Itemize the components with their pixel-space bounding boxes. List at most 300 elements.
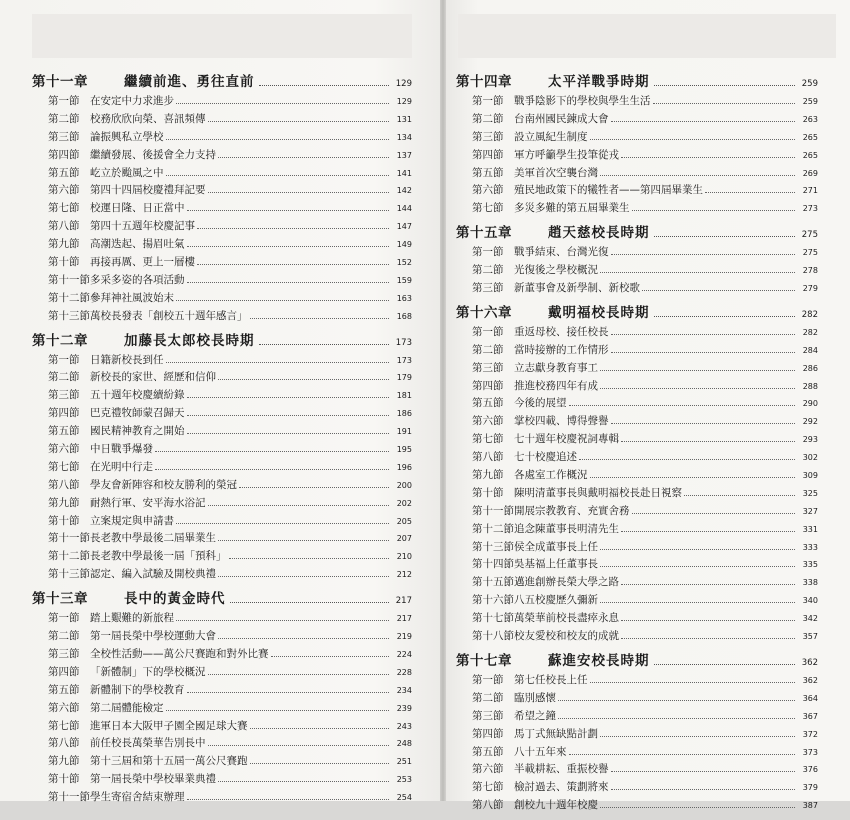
section-title: 多災多難的第五屆畢業生 bbox=[514, 202, 630, 215]
dot-leader bbox=[611, 333, 796, 335]
dot-leader bbox=[229, 557, 390, 559]
section-page-number: 288 bbox=[802, 381, 818, 391]
section-number: 第十六節 bbox=[472, 594, 514, 607]
section-entry bbox=[32, 165, 412, 183]
section-entry bbox=[32, 459, 412, 477]
section-number: 第三節 bbox=[472, 282, 504, 295]
dot-leader bbox=[197, 263, 389, 265]
section-page-number: 137 bbox=[396, 150, 412, 160]
dot-leader bbox=[600, 735, 795, 737]
section-number: 第十節 bbox=[472, 486, 504, 499]
dot-leader bbox=[600, 369, 795, 371]
section-page-number: 163 bbox=[396, 293, 412, 303]
section-page-number: 248 bbox=[396, 739, 412, 749]
section-page-number: 333 bbox=[802, 542, 818, 552]
section-title: 參拜神社風波始末 bbox=[90, 291, 174, 304]
section-page-number: 293 bbox=[802, 435, 818, 445]
section-title: 掌校四載、博得聲譽 bbox=[514, 415, 609, 428]
section-number: 第五節 bbox=[48, 166, 80, 179]
section-title: 殖民地政策下的犧牲者——第四屆畢業生 bbox=[514, 184, 703, 197]
section-entry bbox=[32, 352, 412, 370]
section-entry bbox=[32, 513, 412, 531]
section-entry bbox=[32, 369, 412, 387]
section-page-number: 282 bbox=[802, 327, 818, 337]
section-entry bbox=[456, 797, 818, 815]
section-page-number: 357 bbox=[802, 632, 818, 642]
section-page-number: 338 bbox=[802, 578, 818, 588]
section-entry bbox=[456, 342, 818, 360]
section-page-number: 263 bbox=[802, 114, 818, 124]
section-page-number: 265 bbox=[802, 132, 818, 142]
dot-leader bbox=[218, 780, 389, 782]
section-number: 第二節 bbox=[48, 630, 80, 643]
section-title: 設立風紀生制度 bbox=[514, 130, 588, 143]
dot-leader bbox=[579, 458, 795, 460]
section-number: 第二節 bbox=[48, 112, 80, 125]
section-page-number: 279 bbox=[802, 284, 818, 294]
dot-leader bbox=[187, 414, 390, 416]
dot-leader bbox=[590, 681, 796, 683]
section-page-number: 265 bbox=[802, 150, 818, 160]
section-page-number: 362 bbox=[802, 675, 818, 685]
section-title: 學友會新陣容和校友勝利的榮冠 bbox=[90, 478, 237, 491]
section-title: 吳基福上任董事長 bbox=[514, 558, 598, 571]
section-title: 日籍新校長到任 bbox=[90, 353, 164, 366]
section-entry bbox=[32, 218, 412, 236]
section-number: 第四節 bbox=[48, 148, 80, 161]
section-page-number: 195 bbox=[396, 445, 412, 455]
section-number: 第五節 bbox=[472, 397, 504, 410]
dot-leader bbox=[187, 691, 390, 693]
section-title: 檢討過去、策劃將來 bbox=[514, 781, 609, 794]
dot-leader bbox=[654, 235, 796, 237]
section-title: 美軍首次空襲台灣 bbox=[514, 166, 598, 179]
section-entry bbox=[456, 395, 818, 413]
section-page-number: 205 bbox=[396, 516, 412, 526]
dot-leader bbox=[239, 486, 389, 488]
chapter-title: 加藤長太郎校長時期 bbox=[124, 332, 255, 349]
section-entry bbox=[32, 111, 412, 129]
section-entry bbox=[32, 700, 412, 718]
chapter-page-number: 259 bbox=[801, 79, 818, 89]
section-entry bbox=[456, 200, 818, 218]
section-title: 七十校慶追述 bbox=[514, 451, 577, 464]
dot-leader bbox=[166, 138, 390, 140]
section-entry bbox=[32, 735, 412, 753]
toc-left-column bbox=[32, 70, 412, 812]
section-entry bbox=[32, 147, 412, 165]
dot-leader bbox=[230, 601, 390, 603]
chapter-page-number: 275 bbox=[801, 230, 818, 241]
section-page-number: 207 bbox=[396, 534, 412, 544]
section-title: 在光明中行走 bbox=[90, 460, 153, 473]
section-page-number: 253 bbox=[396, 775, 412, 785]
dot-leader bbox=[621, 156, 795, 158]
dot-leader bbox=[590, 476, 796, 478]
section-page-number: 302 bbox=[802, 453, 818, 463]
section-title: 八五校慶歷久彌新 bbox=[514, 594, 598, 607]
chapter-page-number: 173 bbox=[395, 337, 412, 348]
dot-leader bbox=[208, 673, 390, 675]
section-page-number: 129 bbox=[396, 97, 412, 106]
section-page-number: 224 bbox=[396, 649, 412, 659]
section-number: 第四節 bbox=[472, 727, 504, 740]
section-page-number: 228 bbox=[396, 667, 412, 677]
dot-leader bbox=[642, 289, 795, 291]
section-entry bbox=[32, 477, 412, 495]
dot-leader bbox=[187, 245, 390, 247]
section-entry bbox=[456, 521, 818, 539]
section-entry bbox=[456, 592, 818, 610]
section-title: 萬校長發表「創校五十週年感言」 bbox=[90, 309, 248, 322]
section-entry bbox=[32, 129, 412, 147]
section-title: 第四十四屆校慶禮拜記要 bbox=[90, 184, 206, 197]
section-number: 第六節 bbox=[472, 415, 504, 428]
section-entry bbox=[32, 182, 412, 200]
section-number: 第七節 bbox=[472, 781, 504, 794]
section-number: 第一節 bbox=[48, 95, 80, 107]
dot-leader bbox=[250, 317, 390, 319]
section-entry bbox=[32, 423, 412, 441]
section-number: 第二節 bbox=[472, 112, 504, 125]
dot-leader bbox=[654, 663, 796, 665]
dot-leader bbox=[600, 271, 795, 273]
section-page-number: 149 bbox=[396, 240, 412, 250]
section-page-number: 286 bbox=[802, 363, 818, 373]
section-entry bbox=[32, 771, 412, 789]
section-number: 第十七節 bbox=[472, 612, 514, 625]
dot-leader bbox=[187, 432, 390, 434]
dot-leader bbox=[600, 806, 795, 808]
dot-leader bbox=[187, 209, 390, 211]
dot-leader bbox=[684, 494, 795, 496]
section-page-number: 372 bbox=[802, 729, 818, 739]
section-title: 五十週年校慶續紛錄 bbox=[90, 389, 185, 402]
section-page-number: 251 bbox=[396, 757, 412, 767]
section-page-number: 142 bbox=[396, 186, 412, 196]
section-page-number: 327 bbox=[802, 506, 818, 516]
dot-leader bbox=[600, 174, 795, 176]
section-number: 第十節 bbox=[48, 773, 80, 786]
dot-leader bbox=[187, 798, 390, 800]
section-page-number: 141 bbox=[396, 168, 412, 178]
section-number: 第十節 bbox=[48, 256, 80, 269]
dot-leader bbox=[653, 102, 796, 104]
section-title: 踏上艱難的新旅程 bbox=[90, 612, 174, 625]
section-number: 第一節 bbox=[472, 673, 504, 686]
dot-leader bbox=[176, 619, 389, 621]
section-number: 第十三節 bbox=[472, 540, 514, 553]
section-title: 台南州國民鍊成大會 bbox=[514, 112, 609, 125]
dot-leader bbox=[218, 156, 389, 158]
dot-leader bbox=[611, 422, 796, 424]
section-page-number: 168 bbox=[396, 311, 412, 321]
section-number: 第七節 bbox=[472, 433, 504, 446]
section-page-number: 200 bbox=[396, 480, 412, 490]
dot-leader bbox=[208, 744, 390, 746]
dot-leader bbox=[611, 351, 796, 353]
section-title: 戰爭陰影下的學校與學生生活 bbox=[514, 95, 651, 107]
section-title: 追念陳董事長明清先生 bbox=[514, 522, 619, 535]
dot-leader bbox=[218, 575, 389, 577]
section-number: 第二節 bbox=[48, 371, 80, 384]
section-entry bbox=[456, 244, 818, 262]
dot-leader bbox=[632, 209, 796, 211]
section-page-number: 364 bbox=[802, 693, 818, 703]
chapter-group bbox=[32, 589, 412, 807]
section-entry bbox=[456, 262, 818, 280]
section-number: 第十三節 bbox=[48, 309, 90, 322]
section-entry bbox=[456, 610, 818, 628]
section-title: 多采多姿的各項活動 bbox=[90, 273, 185, 286]
chapter-heading bbox=[32, 331, 412, 352]
section-entry bbox=[32, 272, 412, 290]
section-title: 希望之鐘 bbox=[514, 709, 556, 722]
section-title: 在安定中力求進步 bbox=[90, 95, 174, 107]
section-number: 第七節 bbox=[48, 460, 80, 473]
section-entry bbox=[456, 467, 818, 485]
section-entry bbox=[32, 646, 412, 664]
section-number: 第一節 bbox=[472, 95, 504, 107]
dot-leader bbox=[654, 315, 796, 317]
dot-leader bbox=[197, 227, 389, 229]
section-title: 第一屆長榮中學校運動大會 bbox=[90, 630, 216, 643]
section-number: 第六節 bbox=[48, 184, 80, 197]
chapter-number: 第十二章 bbox=[32, 332, 88, 349]
section-title: 今後的展望 bbox=[514, 397, 567, 410]
dot-leader bbox=[166, 174, 390, 176]
chapter-page-number: 362 bbox=[801, 657, 818, 668]
section-page-number: 243 bbox=[396, 721, 412, 731]
section-entry bbox=[456, 485, 818, 503]
dot-leader bbox=[558, 717, 795, 719]
section-title: 戰爭結束、台灣光復 bbox=[514, 246, 609, 259]
section-number: 第三節 bbox=[472, 709, 504, 722]
section-entry bbox=[456, 503, 818, 521]
section-page-number: 335 bbox=[802, 560, 818, 570]
section-title: 國民精神教育之開始 bbox=[90, 425, 185, 438]
section-page-number: 269 bbox=[802, 168, 818, 178]
section-page-number: 147 bbox=[396, 222, 412, 232]
section-page-number: 210 bbox=[396, 552, 412, 562]
section-entry bbox=[456, 165, 818, 183]
dot-leader bbox=[621, 583, 795, 585]
dot-leader bbox=[611, 770, 796, 772]
section-title: 第十三屆和第十五屆一萬公尺賽跑 bbox=[90, 755, 248, 768]
section-entry bbox=[32, 530, 412, 548]
chapter-heading bbox=[456, 223, 818, 244]
section-entry bbox=[32, 548, 412, 566]
dot-leader bbox=[208, 120, 390, 122]
right-page bbox=[446, 0, 850, 812]
section-page-number: 271 bbox=[802, 186, 818, 196]
chapter-title: 戴明福校長時期 bbox=[548, 304, 650, 321]
section-page-number: 144 bbox=[396, 204, 412, 214]
section-page-number: 284 bbox=[802, 345, 818, 355]
chapter-group bbox=[456, 72, 818, 218]
section-number: 第五節 bbox=[48, 683, 80, 696]
section-number: 第三節 bbox=[48, 130, 80, 143]
section-title: 半載耕耘、重振校譽 bbox=[514, 763, 609, 776]
header-band bbox=[32, 14, 412, 58]
section-number: 第十二節 bbox=[48, 550, 90, 563]
chapter-number: 第十三章 bbox=[32, 591, 88, 608]
section-entry bbox=[32, 387, 412, 405]
section-entry bbox=[32, 405, 412, 423]
section-entry bbox=[456, 690, 818, 708]
section-page-number: 202 bbox=[396, 498, 412, 508]
dot-leader bbox=[621, 619, 795, 621]
section-title: 耐熱行軍、安平海水浴記 bbox=[90, 496, 206, 509]
section-title: 新體制下的學校教育 bbox=[90, 683, 185, 696]
dot-leader bbox=[218, 637, 389, 639]
section-number: 第九節 bbox=[48, 238, 80, 251]
section-entry bbox=[456, 761, 818, 779]
dot-leader bbox=[558, 699, 795, 701]
section-title: 軍方呼籲學生投筆從戎 bbox=[514, 148, 619, 161]
section-title: 臨別感懷 bbox=[514, 691, 556, 704]
section-entry bbox=[456, 449, 818, 467]
dot-leader bbox=[166, 361, 390, 363]
section-page-number: 196 bbox=[396, 462, 412, 472]
dot-leader bbox=[176, 522, 389, 524]
section-entry bbox=[456, 556, 818, 574]
section-number: 第十五節 bbox=[472, 576, 514, 589]
section-entry bbox=[456, 744, 818, 762]
section-number: 第四節 bbox=[48, 665, 80, 678]
dot-leader bbox=[600, 387, 795, 389]
dot-leader bbox=[250, 762, 390, 764]
dot-leader bbox=[218, 378, 389, 380]
section-entry bbox=[456, 413, 818, 431]
section-page-number: 325 bbox=[802, 488, 818, 498]
section-number: 第十一節 bbox=[472, 504, 514, 517]
chapter-group bbox=[456, 223, 818, 298]
section-title: 巴克禮牧師蒙召歸天 bbox=[90, 407, 185, 420]
section-title: 第七任校長上任 bbox=[514, 673, 588, 686]
dot-leader bbox=[250, 727, 390, 729]
chapter-number: 第十七章 bbox=[456, 652, 512, 669]
section-entry bbox=[32, 441, 412, 459]
section-entry bbox=[32, 628, 412, 646]
section-number: 第四節 bbox=[48, 407, 80, 420]
section-entry bbox=[456, 628, 818, 646]
section-page-number: 217 bbox=[396, 614, 412, 624]
section-title: 第四十五週年校慶記事 bbox=[90, 220, 195, 233]
chapter-number: 第十四章 bbox=[456, 74, 512, 90]
section-number: 第七節 bbox=[48, 202, 80, 215]
section-number: 第四節 bbox=[472, 379, 504, 392]
section-title: 創校九十週年校慶 bbox=[514, 799, 598, 812]
section-title: 前任校長萬榮華告別長中 bbox=[90, 737, 206, 750]
dot-leader bbox=[176, 299, 389, 301]
section-number: 第十二節 bbox=[472, 522, 514, 535]
section-page-number: 292 bbox=[802, 417, 818, 427]
section-page-number: 331 bbox=[802, 524, 818, 534]
section-entry bbox=[456, 574, 818, 592]
section-entry bbox=[32, 566, 412, 584]
section-page-number: 387 bbox=[802, 801, 818, 811]
section-page-number: 373 bbox=[802, 747, 818, 757]
section-number: 第十節 bbox=[48, 514, 80, 527]
section-number: 第一節 bbox=[472, 325, 504, 338]
chapter-heading bbox=[32, 72, 412, 93]
section-entry bbox=[32, 236, 412, 254]
dot-leader bbox=[600, 548, 795, 550]
section-entry bbox=[456, 147, 818, 165]
dot-leader bbox=[600, 565, 795, 567]
dot-leader bbox=[611, 253, 796, 255]
chapter-number: 第十六章 bbox=[456, 304, 512, 321]
dot-leader bbox=[208, 191, 390, 193]
section-page-number: 275 bbox=[802, 248, 818, 258]
chapter-number: 第十五章 bbox=[456, 225, 512, 242]
section-number: 第九節 bbox=[48, 496, 80, 509]
chapter-page-number: 217 bbox=[395, 596, 412, 607]
section-page-number: 278 bbox=[802, 266, 818, 276]
section-number: 第四節 bbox=[472, 148, 504, 161]
section-page-number: 254 bbox=[396, 793, 412, 803]
section-entry bbox=[456, 708, 818, 726]
section-title: 新校長的家世、經歷和信仰 bbox=[90, 371, 216, 384]
section-title: 七十週年校慶祝詞專輯 bbox=[514, 433, 619, 446]
dot-leader bbox=[176, 102, 389, 104]
section-number: 第一節 bbox=[472, 246, 504, 259]
section-entry bbox=[456, 378, 818, 396]
chapter-page-number: 282 bbox=[801, 309, 818, 320]
section-page-number: 342 bbox=[802, 614, 818, 624]
section-title: 新董事會及新學制、新校歌 bbox=[514, 282, 640, 295]
chapter-heading bbox=[456, 651, 818, 672]
section-title: 重返母校、接任校長 bbox=[514, 325, 609, 338]
dot-leader bbox=[590, 138, 796, 140]
dot-leader bbox=[187, 281, 390, 283]
chapter-group bbox=[32, 331, 412, 585]
section-title: 全校性活動——萬公尺賽跑和對外比賽 bbox=[90, 647, 269, 660]
chapter-title: 長中的黃金時代 bbox=[124, 591, 226, 608]
section-number: 第三節 bbox=[472, 361, 504, 374]
dot-leader bbox=[621, 530, 795, 532]
section-number: 第一節 bbox=[48, 612, 80, 625]
section-page-number: 239 bbox=[396, 703, 412, 713]
section-title: 論振興私立學校 bbox=[90, 130, 164, 143]
section-number: 第六節 bbox=[48, 701, 80, 714]
section-number: 第八節 bbox=[48, 220, 80, 233]
section-page-number: 259 bbox=[802, 97, 818, 106]
section-title: 再接再厲、更上一層樓 bbox=[90, 256, 195, 269]
section-title: 立案規定與申請書 bbox=[90, 514, 174, 527]
section-entry bbox=[456, 182, 818, 200]
section-title: 中日戰爭爆發 bbox=[90, 443, 153, 456]
section-entry bbox=[32, 664, 412, 682]
section-page-number: 152 bbox=[396, 258, 412, 268]
section-entry bbox=[32, 93, 412, 111]
section-entry bbox=[456, 324, 818, 342]
dot-leader bbox=[155, 468, 389, 470]
section-title: 各處室工作概況 bbox=[514, 469, 588, 482]
section-title: 侯全成董事長上任 bbox=[514, 540, 598, 553]
section-entry bbox=[456, 539, 818, 557]
section-number: 第八節 bbox=[48, 737, 80, 750]
section-number: 第五節 bbox=[472, 745, 504, 758]
section-page-number: 159 bbox=[396, 275, 412, 285]
dot-leader bbox=[611, 788, 796, 790]
section-title: 陳明清董事長與戴明福校長赴日視察 bbox=[514, 486, 682, 499]
section-page-number: 273 bbox=[802, 204, 818, 214]
section-title: 第一屆長榮中學校畢業典禮 bbox=[90, 773, 216, 786]
section-page-number: 379 bbox=[802, 783, 818, 793]
section-title: 光復後之學校概況 bbox=[514, 264, 598, 277]
